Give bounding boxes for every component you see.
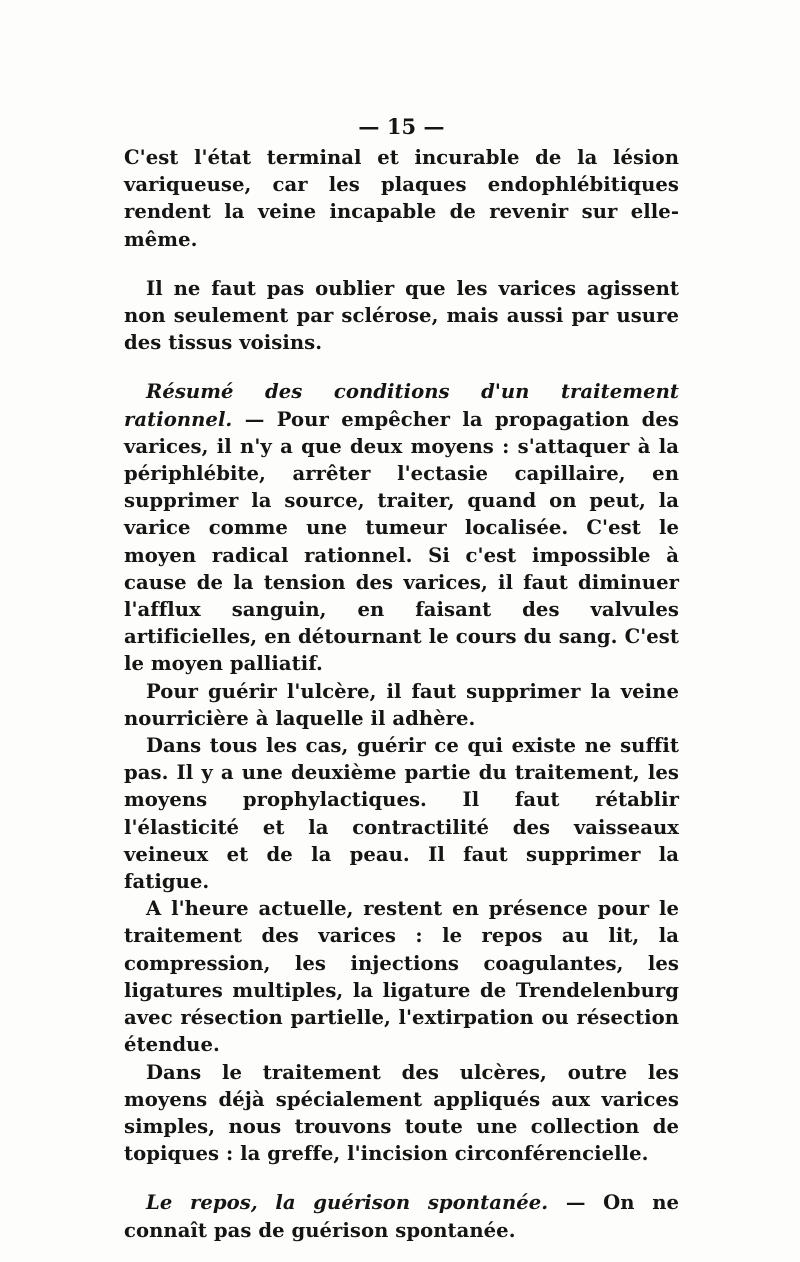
body-text xyxy=(124,144,679,1244)
paragraph-text: Dans tous les cas, guérir ce qui existe ne suffit pas. Il y a une deuxième partie du traitement, les moyens prophylactiques. Il faut rétablir l'élasticité et la contractilité des vaisseaux veineux et de la peau. Il faut supprimer la fatigue. xyxy=(124,734,679,894)
paragraph-rest xyxy=(124,1189,679,1243)
paragraph-text: Pour guérir l'ulcère, il faut supprimer la veine nourricière à laquelle il adhère. xyxy=(124,679,679,730)
page-number: — 15 — xyxy=(358,114,445,139)
paragraph-text: C'est l'état terminal et incurable de la lésion variqueuse, car les plaques endophlébitiques rendent la veine incapable de revenir sur elle-même. xyxy=(124,146,679,251)
section-rubric: Le repos, la guérison spontanée. xyxy=(146,1191,549,1215)
paragraph-text: Il ne faut pas oublier que les varices agissent non seulement par sclérose, mais aussi par usure des tissus voisins. xyxy=(124,276,679,355)
paragraph-current-treatments xyxy=(124,895,679,1058)
paragraph-prophylaxis xyxy=(124,732,679,895)
paragraph-text: A l'heure actuelle, restent en présence pour le traitement des varices : le repos au lit, la compression, les injections coagulantes, les ligatures multiples, la ligature de Trendelenburg avec résection partielle, l'extirpation ou résection étendue. xyxy=(124,897,679,1057)
paragraph-text: Dans le traitement des ulcères, outre les moyens déjà spécialement appliqués aux varices simples, nous trouvons toute une collection de topiques : la greffe, l'incision circonférencielle. xyxy=(124,1060,679,1166)
paragraph-text: — Pour empêcher la propagation des varices, il n'y a que deux moyens : s'attaquer à la périphlébite, arrêter l'ectasie capillaire, en supprimer la source, traiter, quand on peut, la varice comme une tumeur localisée. C'est le moyen radical rationnel. Si c'est impossible à cause de la tension des varices, il faut diminuer l'afflux sanguin, en faisant des valvules artificielles, en détournant le cours du sang. C'est le moyen palliatif. xyxy=(124,407,679,676)
paragraph-ulcer xyxy=(124,678,679,732)
paragraph-ulcer-treatment xyxy=(124,1059,679,1168)
paragraph-text: — On ne connaît pas de guérison spontanée. xyxy=(124,1191,680,1242)
paragraph-rational-treatment xyxy=(124,378,679,677)
section-rubric: Résumé des conditions d'un traitement rationnel. xyxy=(124,380,679,431)
paragraph-sclerosis xyxy=(124,275,679,357)
paragraph-terminal-state xyxy=(124,144,679,253)
